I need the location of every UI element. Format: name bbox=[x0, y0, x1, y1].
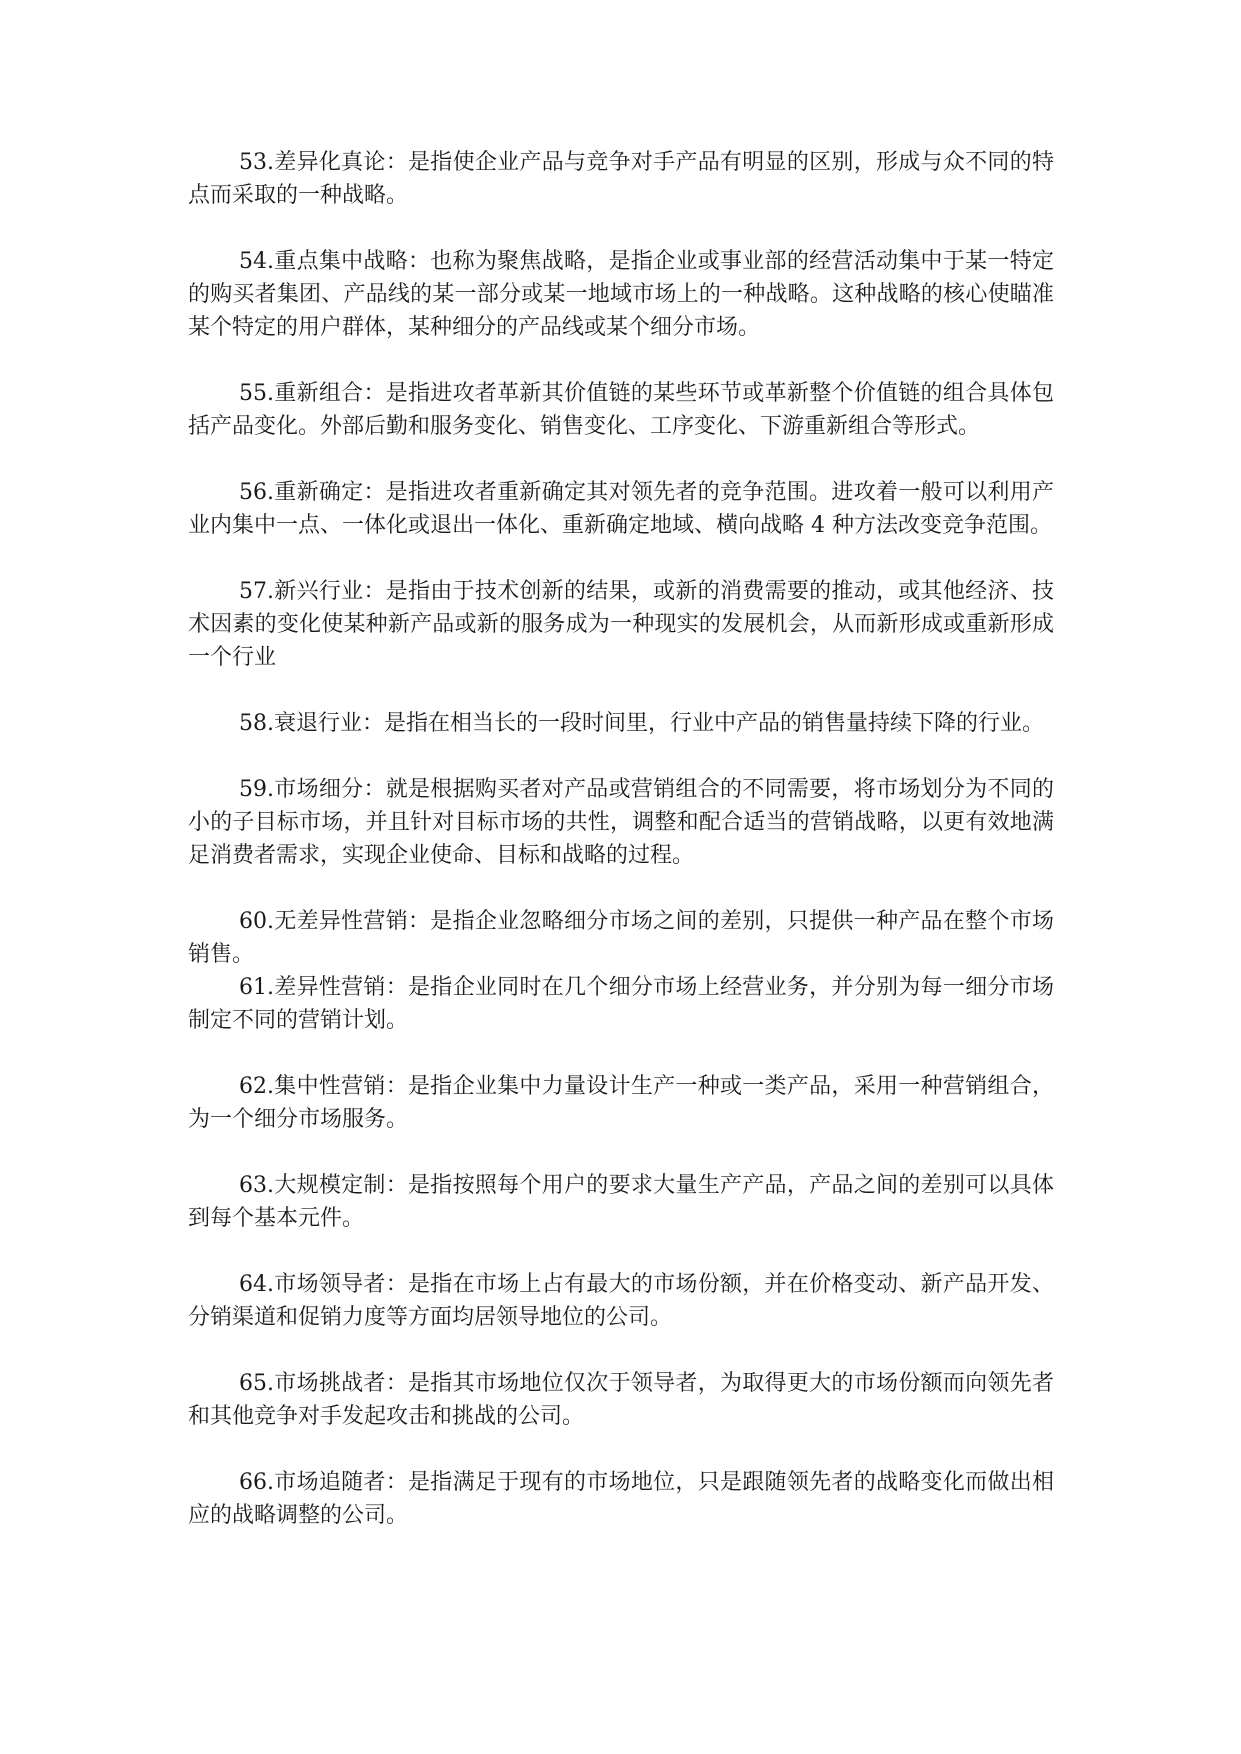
definition: ：就是根据购买者对产品或营销组合的不同需要，将市场划分为不同的小的子目标市场，并且针对目标市场的共性，调整和配合适当的营销战略，以更有效地满足消费者需求，实现企业使命、目标和战略的过程。 bbox=[188, 777, 1054, 868]
entry-59: 59.市场细分：就是根据购买者对产品或营销组合的不同需要，将市场划分为不同的小的子目标市场，并且针对目标市场的共性，调整和配合适当的营销战略，以更有效地满足消费者需求，实现企业使命、目标和战略的过程。 bbox=[188, 777, 1054, 868]
document-body bbox=[188, 146, 1054, 1532]
definition: ：是指企业忽略细分市场之间的差别，只提供一种产品在整个市场销售。 bbox=[188, 909, 1054, 967]
definition: ：是指由于技术创新的结果，或新的消费需要的推动，或其他经济、技术因素的变化使某种新产品或新的服务成为一种现实的发展机会，从而新形成或重新形成一个行业 bbox=[188, 579, 1054, 670]
definition: ：是指满足于现有的市场地位，只是跟随领先者的战略变化而做出相应的战略调整的公司。 bbox=[188, 1470, 1054, 1528]
definition: ：是指企业集中力量设计生产一种或一类产品，采用一种营销组合，为一个细分市场服务。 bbox=[188, 1074, 1054, 1132]
entry-63: 63.大规模定制：是指按照每个用户的要求大量生产产品，产品之间的差别可以具体到每个基本元件。 bbox=[188, 1173, 1054, 1231]
definition: ：是指进攻者革新其价值链的某些环节或革新整个价值链的组合具体包括产品变化。外部后勤和服务变化、销售变化、工序变化、下游重新组合等形式。 bbox=[188, 381, 1054, 439]
entry-64: 64.市场领导者：是指在市场上占有最大的市场份额，并在价格变动、新产品开发、分销渠道和促销力度等方面均居领导地位的公司。 bbox=[188, 1272, 1054, 1330]
definition: ：是指进攻者重新确定其对领先者的竞争范围。进攻着一般可以利用产业内集中一点、一体化或退出一体化、重新确定地域、横向战略 4 种方法改变竞争范围。 bbox=[188, 480, 1054, 538]
term: 重新组合 bbox=[274, 381, 364, 406]
entry-65: 65.市场挑战者：是指其市场地位仅次于领导者，为取得更大的市场份额而向领先者和其他竞争对手发起攻击和挑战的公司。 bbox=[188, 1371, 1054, 1429]
term: 无差异性营销 bbox=[274, 909, 408, 934]
definition: ：是指在市场上占有最大的市场份额，并在价格变动、新产品开发、分销渠道和促销力度等方面均居领导地位的公司。 bbox=[188, 1272, 1054, 1330]
entry-58: 58.衰退行业：是指在相当长的一段时间里，行业中产品的销售量持续下降的行业。 bbox=[239, 711, 1045, 736]
definition: ：是指企业同时在几个细分市场上经营业务，并分别为每一细分市场制定不同的营销计划。 bbox=[188, 975, 1054, 1033]
term: 重点集中战略 bbox=[274, 249, 408, 274]
definition: ：也称为聚焦战略，是指企业或事业部的经营活动集中于某一特定的购买者集团、产品线的某一部分或某一地域市场上的一种战略。这种战略的核心使瞄准某个特定的用户群体，某种细分的产品线或某个细分市场。 bbox=[188, 249, 1054, 340]
term: 市场细分 bbox=[274, 777, 364, 802]
term: 重新确定 bbox=[274, 480, 364, 505]
term: 差异性营销 bbox=[274, 975, 386, 1000]
term: 集中性营销 bbox=[274, 1074, 386, 1099]
entry-53: 53.差异化真论：是指使企业产品与竞争对手产品有明显的区别，形成与众不同的特点而采取的一种战略。 bbox=[188, 150, 1054, 208]
entry-56: 56.重新确定：是指进攻者重新确定其对领先者的竞争范围。进攻着一般可以利用产业内集中一点、一体化或退出一体化、重新确定地域、横向战略 4 种方法改变竞争范围。 bbox=[188, 480, 1054, 538]
entry-54: 54.重点集中战略：也称为聚焦战略，是指企业或事业部的经营活动集中于某一特定的购买者集团、产品线的某一部分或某一地域市场上的一种战略。这种战略的核心使瞄准某个特定的用户群体，某种细分的产品线或某个细分市场。 bbox=[188, 249, 1054, 340]
entry-57: 57.新兴行业：是指由于技术创新的结果，或新的消费需要的推动，或其他经济、技术因素的变化使某种新产品或新的服务成为一种现实的发展机会，从而新形成或重新形成一个行业 bbox=[188, 579, 1054, 670]
entry-60: 60.无差异性营销：是指企业忽略细分市场之间的差别，只提供一种产品在整个市场销售。 bbox=[188, 909, 1054, 967]
entry-66: 66.市场追随者：是指满足于现有的市场地位，只是跟随领先者的战略变化而做出相应的战略调整的公司。 bbox=[188, 1470, 1054, 1528]
term: 新兴行业 bbox=[274, 579, 364, 604]
term: 衰退行业 bbox=[274, 711, 363, 736]
entry-61: 61.差异性营销：是指企业同时在几个细分市场上经营业务，并分别为每一细分市场制定不同的营销计划。 bbox=[188, 975, 1054, 1033]
definition: ：是指其市场地位仅次于领导者，为取得更大的市场份额而向领先者和其他竞争对手发起攻击和挑战的公司。 bbox=[188, 1371, 1054, 1429]
definition: ：是指在相当长的一段时间里，行业中产品的销售量持续下降的行业。 bbox=[362, 711, 1045, 736]
term: 市场领导者 bbox=[274, 1272, 386, 1297]
term: 市场挑战者 bbox=[274, 1371, 386, 1396]
entry-62: 62.集中性营销：是指企业集中力量设计生产一种或一类产品，采用一种营销组合，为一个细分市场服务。 bbox=[188, 1074, 1054, 1132]
entry-55: 55.重新组合：是指进攻者革新其价值链的某些环节或革新整个价值链的组合具体包括产品变化。外部后勤和服务变化、销售变化、工序变化、下游重新组合等形式。 bbox=[188, 381, 1054, 439]
term: 差异化真论 bbox=[274, 150, 386, 175]
term: 大规模定制 bbox=[274, 1173, 386, 1198]
definition: ：是指按照每个用户的要求大量生产产品，产品之间的差别可以具体到每个基本元件。 bbox=[188, 1173, 1054, 1231]
definition: ：是指使企业产品与竞争对手产品有明显的区别，形成与众不同的特点而采取的一种战略。 bbox=[188, 150, 1054, 208]
term: 市场追随者 bbox=[274, 1470, 386, 1495]
